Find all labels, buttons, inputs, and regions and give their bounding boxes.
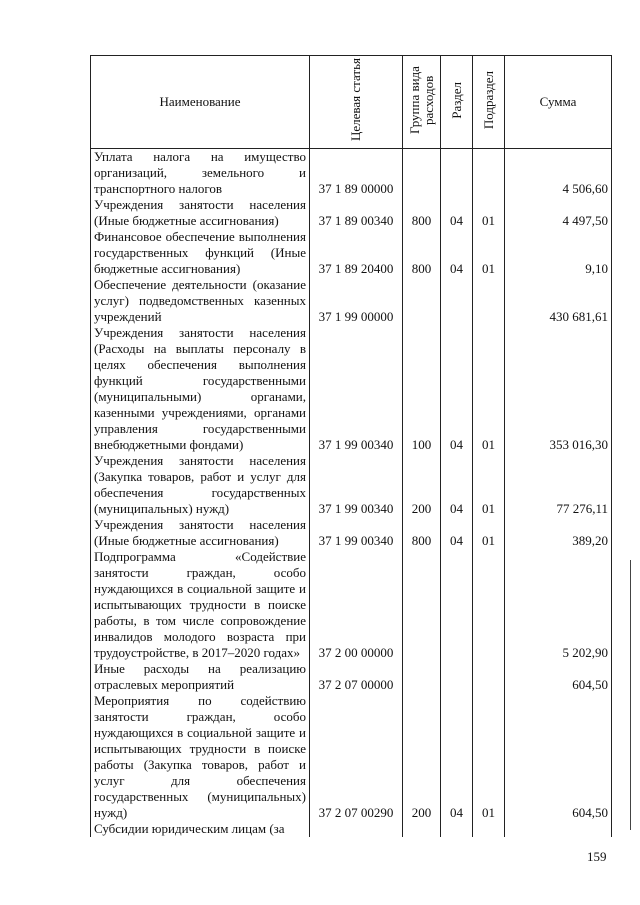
table-row: [91, 229, 612, 277]
row-name: Учреждения занятости населения (Иные бюджетные ассигнования): [91, 517, 310, 549]
row-sum: 604,50: [505, 693, 612, 821]
row-subsection: 01: [473, 453, 505, 517]
row-name: Субсидии юридическим лицам (за: [91, 821, 310, 837]
row-section: 04: [441, 517, 473, 549]
row-subsection: [473, 149, 505, 198]
row-section: [441, 549, 473, 661]
table-row: [91, 517, 612, 549]
row-name: Обеспечение деятельности (оказание услуг) подведомственных казенных учреждений: [91, 277, 310, 325]
header-sum: Сумма: [505, 56, 612, 149]
row-name: Учреждения занятости населения (Расходы на выплаты персоналу в целях обеспечения выполнения функций государственными (муниципальными) органами, казенными учреждениями, органами управления государственными внебюджетными фондами): [91, 325, 310, 453]
table-header-row: [91, 56, 612, 149]
row-group: 800: [403, 517, 441, 549]
row-name: Подпрограмма «Содействие занятости граждан, особо нуждающихся в социальной защите и испытывающих трудности в поиске работы, в том числе сопровождение инвалидов молодого возраста при трудоустройстве, в 2017–2020 годах»: [91, 549, 310, 661]
row-name: Финансовое обеспечение выполнения государственных функций (Иные бюджетные ассигнования): [91, 229, 310, 277]
row-name: Иные расходы на реализацию отраслевых мероприятий: [91, 661, 310, 693]
header-target: Целевая статья: [310, 56, 403, 149]
row-target: 37 1 99 00340: [310, 453, 403, 517]
table-row: [91, 325, 612, 453]
row-subsection: [473, 661, 505, 693]
table-row: [91, 149, 612, 198]
row-target: 37 2 07 00290: [310, 693, 403, 821]
row-subsection: [473, 549, 505, 661]
row-section: 04: [441, 229, 473, 277]
row-group: [403, 277, 441, 325]
table-row: [91, 821, 612, 837]
row-group: [403, 549, 441, 661]
row-sum: 9,10: [505, 229, 612, 277]
table-row: [91, 693, 612, 821]
row-group: [403, 149, 441, 198]
row-section: 04: [441, 693, 473, 821]
row-group: 800: [403, 229, 441, 277]
row-group: 200: [403, 693, 441, 821]
row-target: 37 1 99 00340: [310, 325, 403, 453]
page-number: 159: [587, 849, 607, 864]
header-subsection: Подраздел: [473, 56, 505, 149]
row-sum: 4 497,50: [505, 197, 612, 229]
row-subsection: 01: [473, 229, 505, 277]
row-section: [441, 821, 473, 837]
header-name: Наименование: [91, 56, 310, 149]
row-target: 37 1 99 00000: [310, 277, 403, 325]
row-name: Учреждения занятости населения (Закупка товаров, работ и услуг для обеспечения государственных (муниципальных) нужд): [91, 453, 310, 517]
row-group: 200: [403, 453, 441, 517]
row-target: 37 1 89 00000: [310, 149, 403, 198]
row-section: 04: [441, 197, 473, 229]
row-subsection: [473, 277, 505, 325]
row-sum: [505, 821, 612, 837]
table-row: [91, 277, 612, 325]
row-group: [403, 661, 441, 693]
row-target: 37 2 00 00000: [310, 549, 403, 661]
row-subsection: 01: [473, 517, 505, 549]
row-section: [441, 149, 473, 198]
row-subsection: 01: [473, 693, 505, 821]
row-subsection: 01: [473, 197, 505, 229]
row-target: 37 1 99 00340: [310, 517, 403, 549]
row-target: 37 1 89 20400: [310, 229, 403, 277]
row-group: [403, 821, 441, 837]
row-group: 100: [403, 325, 441, 453]
row-sum: 77 276,11: [505, 453, 612, 517]
header-section: Раздел: [441, 56, 473, 149]
row-sum: 604,50: [505, 661, 612, 693]
row-sum: 4 506,60: [505, 149, 612, 198]
row-sum: 5 202,90: [505, 549, 612, 661]
row-section: [441, 661, 473, 693]
row-name: Учреждения занятости населения (Иные бюджетные ассигнования): [91, 197, 310, 229]
table-row: [91, 197, 612, 229]
table-row: [91, 453, 612, 517]
budget-table: [90, 55, 612, 837]
row-name: Мероприятия по содействию занятости граждан, особо нуждающихся в социальной защите и испытывающих трудности в поиске работы (Закупка товаров, работ и услуг для обеспечения государственных (муниципальных) нужд): [91, 693, 310, 821]
row-sum: 353 016,30: [505, 325, 612, 453]
row-target: 37 1 89 00340: [310, 197, 403, 229]
row-name: Уплата налога на имущество организаций, земельного и транспортного налогов: [91, 149, 310, 198]
row-subsection: 01: [473, 325, 505, 453]
row-section: 04: [441, 453, 473, 517]
row-target: [310, 821, 403, 837]
header-group: Группа вида расходов: [403, 56, 441, 149]
scan-edge-line: [630, 560, 631, 830]
table-row: [91, 661, 612, 693]
table-row: [91, 549, 612, 661]
row-target: 37 2 07 00000: [310, 661, 403, 693]
row-section: [441, 277, 473, 325]
row-sum: 430 681,61: [505, 277, 612, 325]
row-group: 800: [403, 197, 441, 229]
row-subsection: [473, 821, 505, 837]
row-sum: 389,20: [505, 517, 612, 549]
row-section: 04: [441, 325, 473, 453]
